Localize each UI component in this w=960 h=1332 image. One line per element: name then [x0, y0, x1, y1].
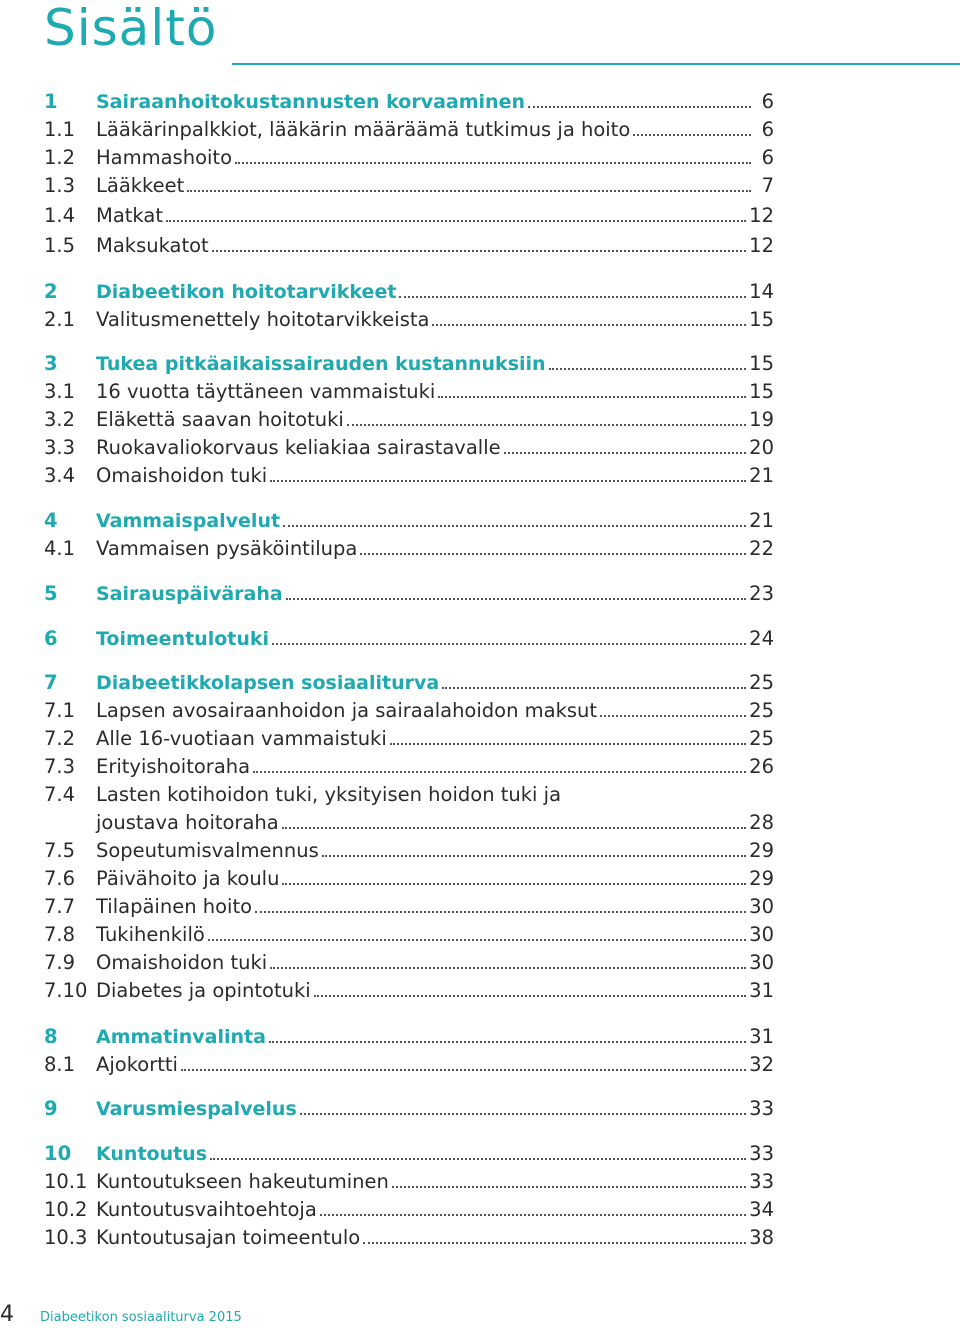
toc-chapter	[44, 278, 774, 306]
toc-entry	[44, 949, 774, 977]
toc-entry-number: 8.1	[44, 1053, 76, 1076]
toc-entry-page: 31	[749, 1025, 774, 1048]
leader-dots	[504, 434, 747, 454]
toc-entry-label: Varusmiespalvelus	[96, 1098, 297, 1120]
toc-entry-page: 6	[761, 90, 774, 113]
leader-dots	[432, 306, 746, 326]
leader-dots	[442, 669, 746, 689]
toc-entry-label: Sopeutumisvalmennus	[96, 839, 319, 862]
leader-dots	[283, 507, 746, 527]
leader-dots	[210, 1140, 746, 1160]
toc-entry-page: 29	[749, 867, 774, 890]
toc-entry-number: 2	[44, 280, 58, 303]
toc-entry-label: Alle 16-vuotiaan vammaistuki	[96, 727, 387, 750]
toc-entry-page: 19	[749, 408, 774, 431]
toc-entry-label: Lääkkeet	[96, 174, 185, 197]
toc-chapter	[44, 88, 774, 116]
toc-entry-page: 15	[749, 352, 774, 375]
toc-entry	[44, 1168, 774, 1196]
toc-entry-page: 15	[749, 308, 774, 331]
toc-chapter	[44, 580, 774, 608]
toc-entry-label: Omaishoidon tuki	[96, 951, 268, 974]
toc-entry-number: 6	[44, 627, 58, 650]
toc-entry-number: 4.1	[44, 537, 76, 560]
toc-entry	[44, 865, 774, 893]
footer-page-number: 4	[0, 1302, 14, 1327]
leader-dots	[390, 725, 746, 745]
leader-dots	[633, 116, 751, 136]
toc-entry-page: 26	[749, 755, 774, 778]
toc-entry-label: Valitusmenettely hoitotarvikkeista	[96, 308, 430, 331]
toc-entry-page: 30	[749, 951, 774, 974]
toc-entry	[44, 378, 774, 406]
toc-entry-number: 7.1	[44, 699, 76, 722]
toc-entry-number: 1.1	[44, 118, 76, 141]
toc-entry-label: Lääkärinpalkkiot, lääkärin määräämä tutkimus ja hoito	[96, 118, 631, 141]
toc-entry-label: Toimeentulotuki	[96, 628, 270, 650]
toc-entry-label: Ammatinvalinta	[96, 1026, 266, 1048]
leader-dots	[528, 88, 751, 108]
leader-dots	[360, 535, 746, 555]
toc-entry	[44, 1196, 774, 1224]
toc-entry-label: 16 vuotta täyttäneen vammaistuki	[96, 380, 436, 403]
footer-publication: Diabeetikon sosiaaliturva 2015	[40, 1310, 242, 1325]
toc-entry	[44, 977, 774, 1005]
toc-entry-page: 33	[749, 1097, 774, 1120]
toc-entry	[44, 1051, 774, 1079]
toc-entry-number: 7.6	[44, 867, 76, 890]
toc-entry-page: 33	[749, 1142, 774, 1165]
toc-entry-page: 34	[749, 1198, 774, 1221]
toc-entry	[44, 202, 774, 230]
leader-dots	[212, 232, 746, 252]
leader-dots	[300, 1095, 746, 1115]
toc-entry-number: 8	[44, 1025, 58, 1048]
toc-entry-label: Vammaisen pysäköintilupa	[96, 537, 358, 560]
toc-entry	[44, 535, 774, 563]
toc-entry	[44, 144, 774, 172]
toc-entry-label: Maksukatot	[96, 234, 209, 257]
toc-chapter	[44, 625, 774, 653]
toc-entry-page: 30	[749, 895, 774, 918]
toc-entry-label: Sairaanhoitokustannusten korvaaminen	[96, 91, 525, 113]
toc-entry-label: Hammashoito	[96, 146, 232, 169]
toc-chapter	[44, 1095, 774, 1123]
toc-entry-label: Kuntoutusajan toimeentulo	[96, 1226, 361, 1249]
toc-entry-number: 7.3	[44, 755, 76, 778]
toc-entry-page: 15	[749, 380, 774, 403]
leader-dots	[399, 278, 746, 298]
toc-entry-label: Diabeetikon hoitotarvikkeet	[96, 281, 397, 303]
leader-dots	[549, 350, 747, 370]
toc-chapter	[44, 1140, 774, 1168]
toc-entry	[44, 697, 774, 725]
leader-dots	[286, 580, 746, 600]
page-title: Sisältö	[44, 0, 218, 57]
toc-entry-page: 28	[749, 811, 774, 834]
toc-entry-number: 5	[44, 582, 58, 605]
toc-entry-page: 25	[749, 699, 774, 722]
toc-entry-page: 21	[749, 464, 774, 487]
toc-entry-number: 10	[44, 1142, 72, 1165]
toc-entry-page: 7	[761, 174, 774, 197]
toc-entry-number: 3.3	[44, 436, 76, 459]
toc-entry	[44, 406, 774, 434]
toc-entry-label: Tilapäinen hoito	[96, 895, 253, 918]
toc-entry-number: 7.5	[44, 839, 76, 862]
toc-entry	[44, 1224, 774, 1252]
toc-entry-label: Lapsen avosairaanhoidon ja sairaalahoidon maksut	[96, 699, 598, 722]
toc-entry-number: 1.5	[44, 234, 76, 257]
toc-entry-page: 25	[749, 671, 774, 694]
leader-dots	[322, 837, 746, 857]
toc-entry-continuation	[44, 809, 774, 837]
toc-entry-page: 30	[749, 923, 774, 946]
leader-dots	[166, 202, 746, 222]
toc-entry-page: 14	[749, 280, 774, 303]
toc-entry-number: 7.9	[44, 951, 76, 974]
toc-entry-page: 6	[761, 146, 774, 169]
toc-entry-label: joustava hoitoraha	[96, 811, 279, 834]
toc-entry-number: 9	[44, 1097, 58, 1120]
leader-dots	[270, 949, 746, 969]
leader-dots	[320, 1196, 746, 1216]
toc-entry	[44, 306, 774, 334]
toc-entry	[44, 781, 774, 809]
leader-dots	[181, 1051, 746, 1071]
toc-chapter	[44, 1023, 774, 1051]
toc-entry-label: Ajokortti	[96, 1053, 178, 1076]
leader-dots	[282, 865, 746, 885]
toc-entry-number: 7.8	[44, 923, 76, 946]
toc-entry-page: 31	[749, 979, 774, 1002]
toc-entry-label: Eläkettä saavan hoitotuki	[96, 408, 344, 431]
toc-entry-label: Ruokavaliokorvaus keliakiaa sairastavalle	[96, 436, 501, 459]
toc-chapter	[44, 507, 774, 535]
leader-dots	[253, 753, 746, 773]
toc-entry-page: 23	[749, 582, 774, 605]
toc-entry-page: 22	[749, 537, 774, 560]
toc-entry-label: Sairauspäiväraha	[96, 583, 283, 605]
toc-entry-number: 1.3	[44, 174, 76, 197]
toc-entry-page: 29	[749, 839, 774, 862]
toc-entry-label: Kuntoutukseen hakeutuminen	[96, 1170, 389, 1193]
toc-entry-number: 7	[44, 671, 58, 694]
toc-entry-page: 21	[749, 509, 774, 532]
toc-entry	[44, 172, 774, 200]
toc-entry-label: Kuntoutus	[96, 1143, 208, 1165]
toc-entry-number: 3.2	[44, 408, 76, 431]
toc-entry	[44, 753, 774, 781]
toc-entry-label: Kuntoutusvaihtoehtoja	[96, 1198, 317, 1221]
leader-dots	[392, 1168, 746, 1188]
toc-entry	[44, 116, 774, 144]
toc-entry-label: Lasten kotihoidon tuki, yksityisen hoidon tuki ja	[96, 783, 562, 806]
toc-entry-page: 12	[749, 204, 774, 227]
leader-dots	[438, 378, 746, 398]
toc-entry	[44, 462, 774, 490]
toc-entry	[44, 921, 774, 949]
toc-entry-number: 1.2	[44, 146, 76, 169]
toc-entry-number: 3	[44, 352, 58, 375]
toc-entry-number: 7.7	[44, 895, 76, 918]
toc-entry	[44, 837, 774, 865]
toc-entry-label: Diabeetikkolapsen sosiaaliturva	[96, 672, 440, 694]
leader-dots	[269, 1023, 746, 1043]
toc-entry-label: Diabetes ja opintotuki	[96, 979, 311, 1002]
leader-dots	[314, 977, 746, 997]
toc-entry-label: Päivähoito ja koulu	[96, 867, 280, 890]
toc-entry-label: Erityishoitoraha	[96, 755, 251, 778]
toc-entry-number: 10.1	[44, 1170, 88, 1193]
toc-entry-number: 7.10	[44, 979, 88, 1002]
leader-dots	[208, 921, 746, 941]
toc-entry-page: 38	[749, 1226, 774, 1249]
toc-entry-page: 25	[749, 727, 774, 750]
toc-entry-page: 6	[761, 118, 774, 141]
toc-entry-label: Tukea pitkäaikaissairauden kustannuksiin	[96, 353, 546, 375]
toc-entry-number: 7.2	[44, 727, 76, 750]
leader-dots	[600, 697, 746, 717]
toc-entry	[44, 434, 774, 462]
toc-entry-number: 10.2	[44, 1198, 88, 1221]
toc-entry-number: 4	[44, 509, 58, 532]
toc-entry-page: 32	[749, 1053, 774, 1076]
toc-entry-number: 1	[44, 90, 58, 113]
leader-dots	[363, 1224, 746, 1244]
toc-entry	[44, 232, 774, 260]
toc-entry-label: Tukihenkilö	[96, 923, 205, 946]
toc-entry	[44, 893, 774, 921]
toc-entry-number: 7.4	[44, 783, 76, 806]
toc-entry-page: 24	[749, 627, 774, 650]
leader-dots	[187, 172, 751, 192]
toc-entry-page: 20	[749, 436, 774, 459]
toc-entry-number: 1.4	[44, 204, 76, 227]
toc-entry-number: 3.4	[44, 464, 76, 487]
toc-entry-label: Matkat	[96, 204, 163, 227]
toc-entry	[44, 725, 774, 753]
toc-entry-page: 33	[749, 1170, 774, 1193]
toc-entry-number: 10.3	[44, 1226, 88, 1249]
leader-dots	[255, 893, 746, 913]
toc-entry-page: 12	[749, 234, 774, 257]
toc-chapter	[44, 669, 774, 697]
toc-chapter	[44, 350, 774, 378]
toc-entry-label: Vammaispalvelut	[96, 510, 281, 532]
leader-dots	[282, 809, 746, 829]
leader-dots	[347, 406, 746, 426]
toc-entry-number: 3.1	[44, 380, 76, 403]
leader-dots	[235, 144, 751, 164]
toc-entry-label: Omaishoidon tuki	[96, 464, 268, 487]
leader-dots	[270, 462, 746, 482]
toc-entry-number: 2.1	[44, 308, 76, 331]
leader-dots	[272, 625, 746, 645]
